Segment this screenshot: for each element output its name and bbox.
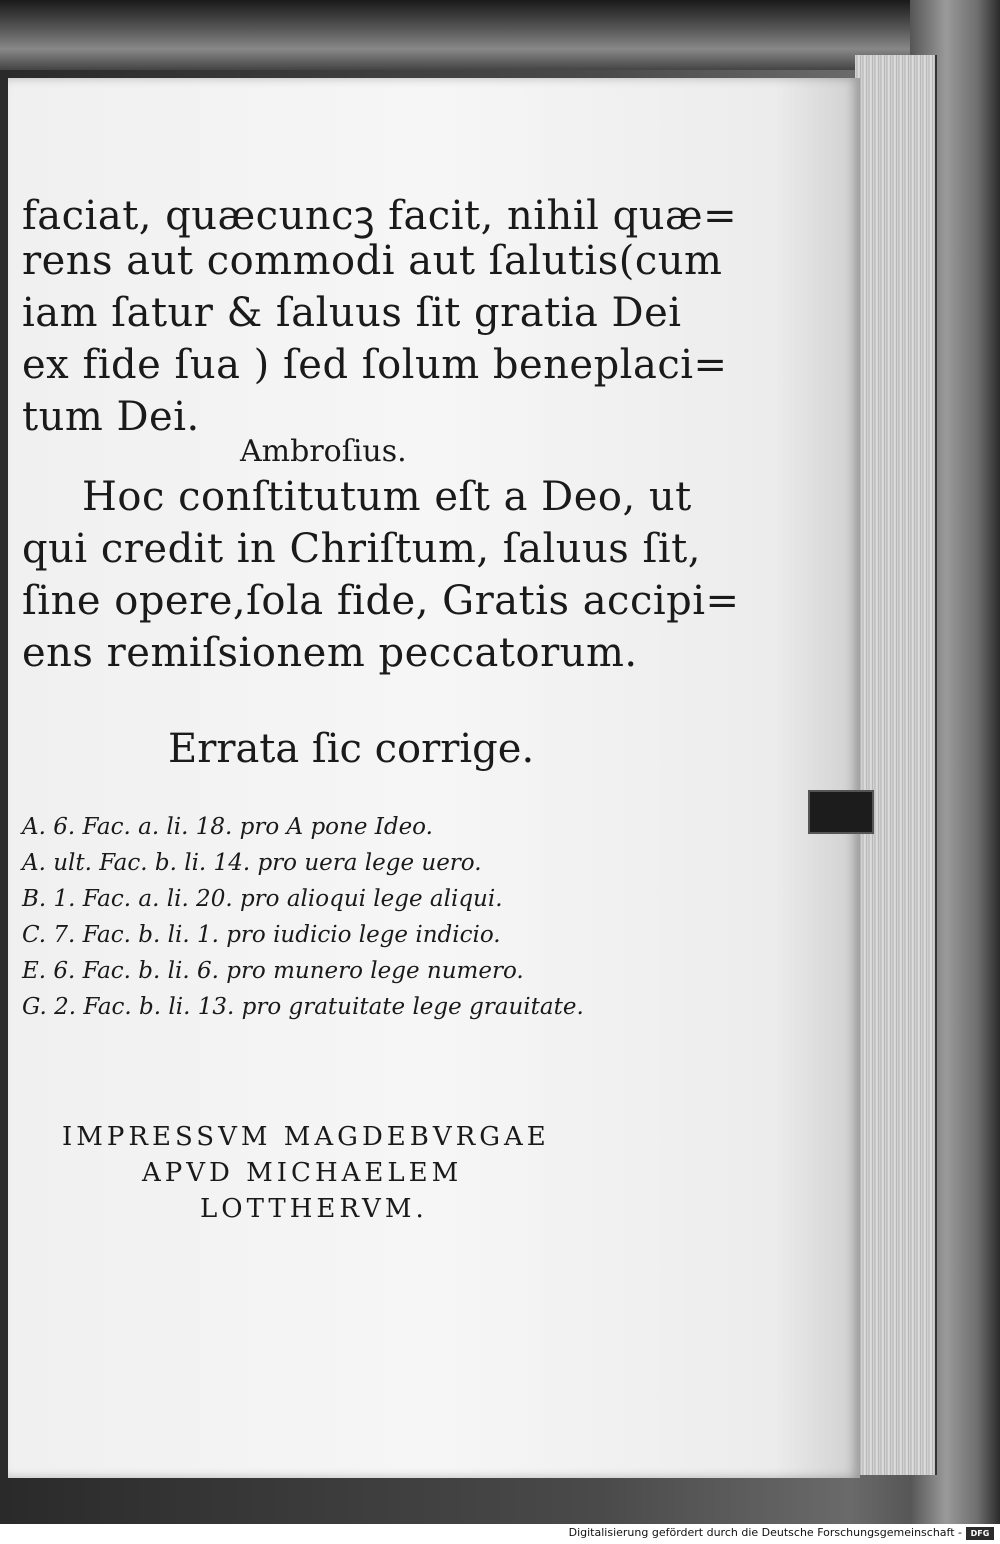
errata-line: E. 6. Fac. b. li. 6. pro munero lege numero. xyxy=(22,958,524,984)
errata-title: Errata ſic corrige. xyxy=(168,726,535,772)
page-edges xyxy=(855,55,937,1475)
body-line: rens aut commodi aut ſalutis(cum xyxy=(22,238,723,284)
section-heading-ambrosius: Ambroſius. xyxy=(240,434,407,469)
body-line: Hoc conſtitutum eſt a Deo, ut xyxy=(82,474,692,520)
errata-line: A. ult. Fac. b. li. 14. pro uera lege uero. xyxy=(22,850,482,876)
body-line: ex fide ſua ) ſed ſolum beneplaci= xyxy=(22,342,728,388)
funding-notice: Digitalisierung gefördert durch die Deutsche Forschungsgemeinschaft - xyxy=(568,1526,962,1539)
errata-line: C. 7. Fac. b. li. 1. pro iudicio lege indicio. xyxy=(22,922,501,948)
dfg-logo: DFG xyxy=(966,1527,994,1540)
errata-line: A. 6. Fac. a. li. 18. pro A pone Ideo. xyxy=(22,814,433,840)
body-line: qui credit in Chriſtum, ſaluus ſit, xyxy=(22,526,701,572)
funding-footer xyxy=(0,1524,1000,1544)
body-line: tum Dei. xyxy=(22,394,200,440)
errata-line: G. 2. Fac. b. li. 13. pro gratuitate lege grauitate. xyxy=(22,994,584,1020)
book-page xyxy=(8,78,860,1478)
body-line: ens remiſsionem peccatorum. xyxy=(22,630,638,676)
body-line: iam ſatur & ſaluus ſit gratia Dei xyxy=(22,290,682,336)
page-tab-marker xyxy=(808,790,874,834)
errata-line: B. 1. Fac. a. li. 20. pro alioqui lege aliqui. xyxy=(22,886,503,912)
book-cover-top-edge xyxy=(0,0,1000,70)
body-line: ſine opere,ſola fide, Gratis accipi= xyxy=(22,578,740,624)
imprint-line: APVD MICHAELEM xyxy=(142,1158,463,1188)
body-line: faciat, quæcuncꝫ facit, nihil quæ= xyxy=(22,193,738,239)
imprint-line: IMPRESSVM MAGDEBVRGAE xyxy=(62,1122,550,1152)
imprint-line: LOTTHERVM. xyxy=(200,1194,428,1224)
